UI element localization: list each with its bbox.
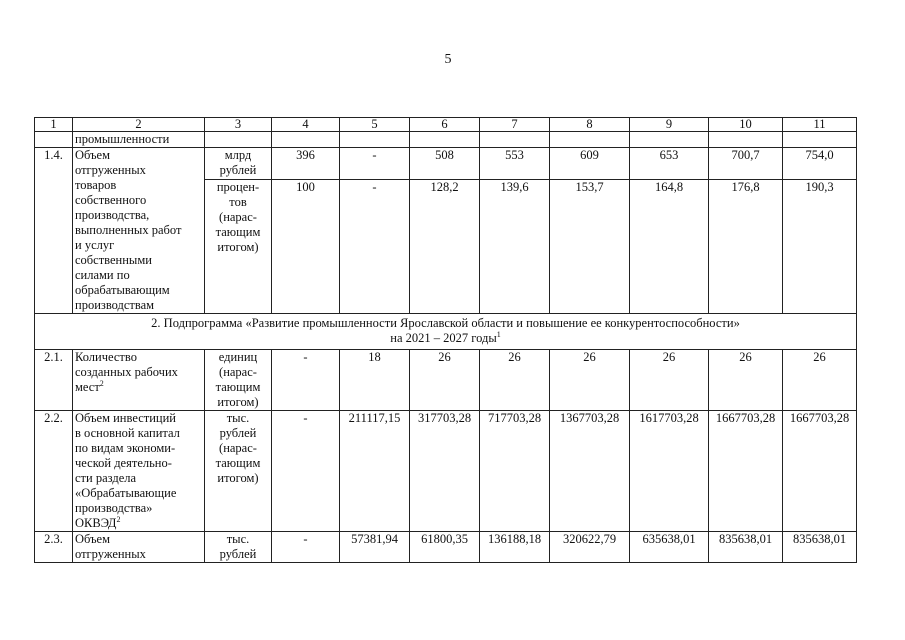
unit-line: итогом) [217, 395, 259, 409]
unit-line: рублей [219, 547, 257, 561]
value-cell: 508 [410, 148, 480, 180]
table-row-2-2 [35, 411, 857, 532]
header-cell: 2 [73, 118, 205, 132]
table-cell [205, 132, 272, 148]
header-cell: 9 [630, 118, 709, 132]
row-number: 1.4. [35, 148, 73, 314]
indicator-name [73, 411, 205, 532]
value-cell: 1667703,28 [783, 411, 857, 532]
value-cell: - [272, 350, 340, 411]
continuation-row [35, 132, 857, 148]
name-line: собственными [75, 253, 152, 267]
unit-line: итогом) [217, 471, 259, 485]
unit-cell [205, 411, 272, 532]
unit-cell [205, 148, 272, 180]
footnote-mark: 2 [116, 514, 121, 524]
table-cell [480, 132, 550, 148]
unit-cell [205, 350, 272, 411]
name-line: товаров [75, 178, 117, 192]
value-cell: 176,8 [709, 180, 783, 314]
unit-line: рублей [219, 426, 257, 440]
unit-line: тающим [215, 225, 261, 239]
section-title [35, 314, 857, 350]
unit-line: млрд [224, 148, 252, 162]
header-cell: 6 [410, 118, 480, 132]
header-cell: 4 [272, 118, 340, 132]
page-number: 5 [444, 52, 452, 67]
name-line [75, 516, 202, 531]
indicator-name [73, 350, 205, 411]
unit-line: единиц [218, 350, 258, 364]
table-row-1-4-a [35, 148, 857, 180]
value-cell: 700,7 [709, 148, 783, 180]
section-row [35, 314, 857, 350]
name-line: производства, [75, 208, 150, 222]
table-row-2-1 [35, 350, 857, 411]
name-line: по видам экономи- [75, 441, 176, 455]
value-cell: 26 [630, 350, 709, 411]
section-title-text: на 2021 – 2027 годы [390, 331, 497, 345]
name-line: Объем [75, 148, 110, 162]
unit-line: (нарас- [219, 210, 257, 224]
header-cell: 3 [205, 118, 272, 132]
name-line: силами по [75, 268, 130, 282]
name-line: отгруженных [75, 163, 146, 177]
row-number: 2.1. [35, 350, 73, 411]
unit-line: тающим [215, 456, 261, 470]
unit-cell [205, 180, 272, 314]
row-number: 2.3. [35, 532, 73, 563]
value-cell: 835638,01 [783, 532, 857, 563]
name-line: и услуг [75, 238, 115, 252]
value-cell: 609 [550, 148, 630, 180]
value-cell: 754,0 [783, 148, 857, 180]
table-cell [35, 132, 73, 148]
value-cell: 26 [550, 350, 630, 411]
value-cell: 396 [272, 148, 340, 180]
unit-line: тающим [215, 380, 261, 394]
header-cell: 1 [35, 118, 73, 132]
indicator-name [73, 148, 205, 314]
section-title-line [37, 331, 854, 346]
value-cell: 128,2 [410, 180, 480, 314]
footnote-mark: 2 [99, 378, 104, 388]
table-cell [550, 132, 630, 148]
header-row [35, 118, 857, 132]
value-cell: 1617703,28 [630, 411, 709, 532]
value-cell: 320622,79 [550, 532, 630, 563]
table-cell [630, 132, 709, 148]
continuation-text: промышленности [73, 132, 205, 148]
section-title-line: 2. Подпрограмма «Развитие промышленности Ярославской области и повышение ее конкурентоспособности» [151, 316, 740, 330]
value-cell: 153,7 [550, 180, 630, 314]
value-cell: 317703,28 [410, 411, 480, 532]
value-cell: 164,8 [630, 180, 709, 314]
value-cell: 717703,28 [480, 411, 550, 532]
table-cell [783, 132, 857, 148]
row-number: 2.2. [35, 411, 73, 532]
name-line: сти раздела [75, 471, 137, 485]
header-cell: 11 [783, 118, 857, 132]
value-cell: - [340, 180, 410, 314]
footnote-mark: 1 [496, 329, 501, 339]
unit-line: тыс. [226, 411, 250, 425]
value-cell: 61800,35 [410, 532, 480, 563]
value-cell: - [272, 532, 340, 563]
value-cell: 136188,18 [480, 532, 550, 563]
name-line [75, 380, 202, 395]
header-cell: 10 [709, 118, 783, 132]
value-cell: 18 [340, 350, 410, 411]
value-cell: 100 [272, 180, 340, 314]
value-cell: 26 [480, 350, 550, 411]
name-text: мест [75, 380, 100, 394]
name-line: Количество [75, 350, 137, 364]
name-line: созданных рабочих [75, 365, 178, 379]
unit-line: тыс. [226, 532, 250, 546]
value-cell: 26 [709, 350, 783, 411]
name-line: обрабатывающим [75, 283, 170, 297]
value-cell: 26 [783, 350, 857, 411]
value-cell: - [272, 411, 340, 532]
name-line: выполненных работ [75, 223, 182, 237]
value-cell: 190,3 [783, 180, 857, 314]
name-line: «Обрабатывающие [75, 486, 177, 500]
header-cell: 8 [550, 118, 630, 132]
table-row-2-3 [35, 532, 857, 563]
name-line: Объем [75, 532, 110, 546]
value-cell: 211117,15 [340, 411, 410, 532]
value-cell: 653 [630, 148, 709, 180]
value-cell: 1667703,28 [709, 411, 783, 532]
table-cell [410, 132, 480, 148]
name-line: Объем инвестиций [75, 411, 176, 425]
name-line: отгруженных [75, 547, 146, 561]
table-cell [709, 132, 783, 148]
unit-cell [205, 532, 272, 563]
name-line: в основной капитал [75, 426, 180, 440]
value-cell: 835638,01 [709, 532, 783, 563]
unit-line: (нарас- [219, 441, 257, 455]
value-cell: 26 [410, 350, 480, 411]
name-text: ОКВЭД [75, 516, 117, 530]
indicators-table [34, 117, 857, 563]
header-cell: 7 [480, 118, 550, 132]
name-line: ческой деятельно- [75, 456, 172, 470]
unit-line: (нарас- [219, 365, 257, 379]
name-line: производствам [75, 298, 155, 312]
header-cell: 5 [340, 118, 410, 132]
unit-line: тов [229, 195, 247, 209]
name-line: производства» [75, 501, 153, 515]
unit-line: процен- [216, 180, 260, 194]
value-cell: 553 [480, 148, 550, 180]
value-cell: 1367703,28 [550, 411, 630, 532]
name-line: собственного [75, 193, 147, 207]
value-cell: 139,6 [480, 180, 550, 314]
unit-line: итогом) [217, 240, 259, 254]
table-cell [272, 132, 340, 148]
value-cell: - [340, 148, 410, 180]
indicator-name [73, 532, 205, 563]
table-cell [340, 132, 410, 148]
value-cell: 635638,01 [630, 532, 709, 563]
unit-line: рублей [219, 163, 257, 177]
value-cell: 57381,94 [340, 532, 410, 563]
